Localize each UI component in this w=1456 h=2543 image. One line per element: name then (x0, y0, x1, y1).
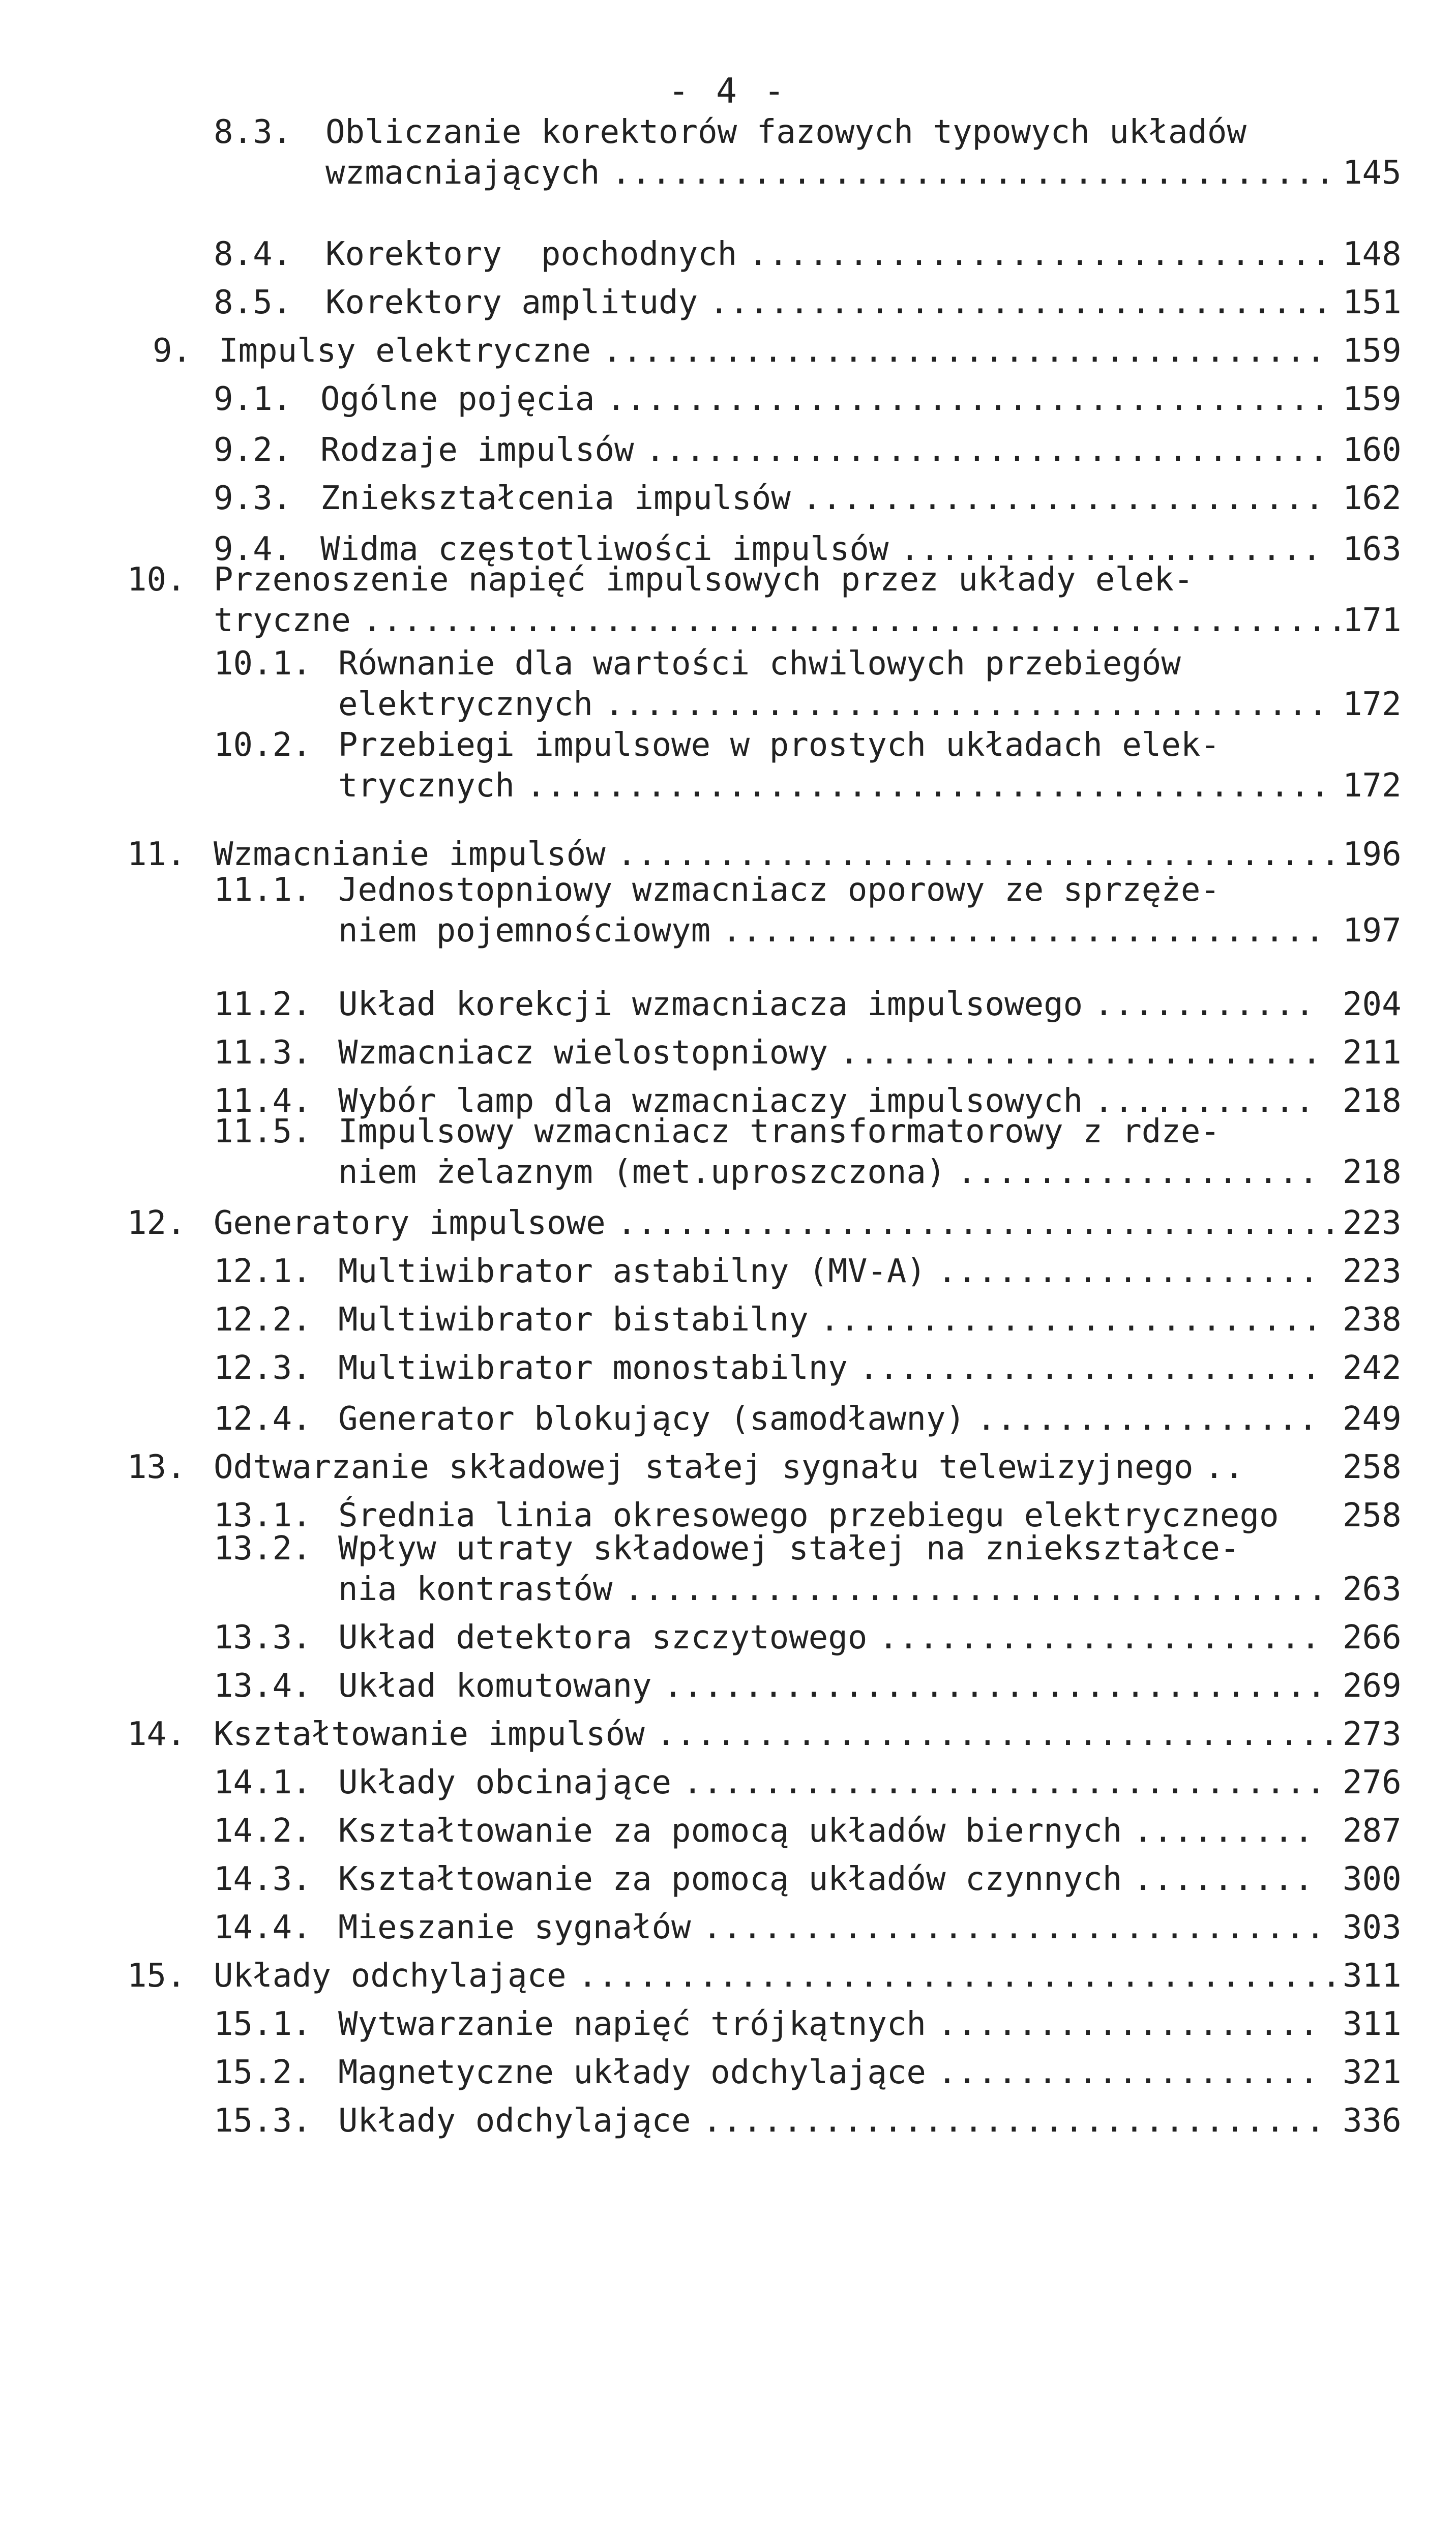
toc-entry (0, 1666, 1456, 1706)
toc-entry-title: Rodzaje impulsów (320, 431, 634, 469)
toc-entry (0, 870, 1456, 951)
toc-entry-number: 13. (127, 1448, 186, 1486)
toc-entry (0, 1251, 1456, 1292)
toc-entry (0, 1348, 1456, 1388)
toc-entry-page: 218 (1343, 1082, 1402, 1120)
toc-entry-title: Zniekształcenia impulsów (320, 480, 791, 517)
toc-entry-title-continuation: tryczne (214, 602, 351, 639)
toc-leader-dots: ......... (1133, 1812, 1314, 1850)
toc-entry-page: 197 (1343, 912, 1402, 950)
toc-leader-dots: .......................... (802, 480, 1325, 517)
toc-entry-page: 269 (1343, 1667, 1402, 1705)
toc-entry-number: 8.4. (214, 235, 292, 273)
toc-entry-number: 15.1. (214, 2005, 312, 2043)
toc-entry-number: 11.4. (214, 1082, 312, 1120)
toc-leader-dots: ...................................... (578, 1957, 1342, 1995)
toc-entry-page: 300 (1343, 1860, 1402, 1898)
toc-leader-dots: ................................. (663, 1667, 1327, 1705)
toc-entry-title: Multiwibrator bistabilny (338, 1301, 809, 1339)
toc-entry-page: 172 (1343, 767, 1402, 805)
toc-entry (0, 1299, 1456, 1340)
toc-entry (0, 1528, 1456, 1610)
toc-entry-title-continuation: niem żelaznym (met.uproszczona) (338, 1154, 946, 1191)
toc-entry-page: 258 (1343, 1448, 1402, 1486)
toc-entry-page: 336 (1343, 2102, 1402, 2140)
toc-entry-title: Multiwibrator astabilny (MV-A) (338, 1253, 926, 1290)
toc-entry-number: 11.5. (214, 1113, 312, 1150)
toc-leader-dots: ........... (1094, 986, 1315, 1023)
toc-entry-title-continuation: nia kontrastów (338, 1571, 613, 1608)
toc-entry-number: 10.1. (214, 645, 312, 683)
toc-entry-title: Jednostopniowy wzmacniacz oporowy ze sprzęże- (338, 871, 1220, 909)
toc-entry (0, 2101, 1456, 2141)
toc-entry-number: 14. (127, 1716, 186, 1753)
toc-leader-dots: .................................... (606, 380, 1330, 418)
toc-leader-dots: .................................. (656, 1716, 1340, 1753)
toc-entry-title: Kształtowanie impulsów (214, 1716, 645, 1753)
toc-entry-number: 10.2. (214, 726, 312, 764)
toc-entry-title: Kształtowanie za pomocą układów czynnych (338, 1860, 1122, 1898)
toc-entry-title: Układ detektora szczytowego (338, 1619, 868, 1657)
toc-entry-title: Korektory amplitudy (325, 284, 698, 321)
toc-leader-dots: ................................ (682, 1764, 1326, 1801)
toc-entry-number: 9.4. (214, 530, 292, 568)
toc-entry-title-continuation: wzmacniających (325, 154, 600, 192)
toc-entry (0, 1032, 1456, 1073)
toc-entry-page: 196 (1343, 836, 1402, 873)
toc-entry (0, 1907, 1456, 1948)
toc-entry-number: 12.2. (214, 1301, 312, 1339)
toc-entry-number: 9.2. (214, 431, 292, 469)
toc-entry-number: 9.1. (214, 380, 292, 418)
toc-entry-number: 11.2. (214, 986, 312, 1023)
toc-entry-page: 263 (1343, 1571, 1402, 1608)
toc-entry-page: 266 (1343, 1619, 1402, 1657)
toc-entry-title: Odtwarzanie składowej stałej sygnału telewizyjnego (214, 1448, 1194, 1486)
toc-entry (0, 834, 1456, 875)
toc-leader-dots: ........... (1094, 1082, 1315, 1120)
toc-entry (0, 234, 1456, 275)
toc-entry-number: 15. (127, 1957, 186, 1995)
toc-leader-dots: ................. (976, 1400, 1319, 1438)
toc-entry (0, 2004, 1456, 2045)
toc-leader-dots: ....................... (859, 1349, 1322, 1387)
toc-leader-dots: .................................... (602, 332, 1326, 370)
toc-entry-title-continuation: elektrycznych (338, 686, 593, 723)
toc-leader-dots: ................... (937, 2005, 1320, 2043)
toc-entry-title: Wpływ utraty składowej stałej na zniekształce- (338, 1530, 1240, 1568)
toc-entry-title: Układ komutowany (338, 1667, 652, 1705)
toc-entry-page: 311 (1343, 2005, 1402, 2043)
toc-entry-page: 287 (1343, 1812, 1402, 1850)
toc-entry-title: Przebiegi impulsowe w prostych układach elek- (338, 726, 1220, 764)
toc-entry-title-continuation: niem pojemnościowym (338, 912, 711, 950)
toc-entry-page: 159 (1343, 380, 1402, 418)
toc-entry (0, 282, 1456, 323)
toc-entry-number: 12.1. (214, 1253, 312, 1290)
toc-entry (0, 1447, 1456, 1488)
toc-leader-dots: .................. (957, 1154, 1319, 1191)
toc-entry-number: 14.1. (214, 1764, 312, 1801)
toc-leader-dots: .................................... (617, 1204, 1341, 1242)
toc-entry-page: 145 (1343, 154, 1402, 192)
toc-entry-page: 211 (1343, 1034, 1402, 1072)
toc-entry-number: 8.5. (214, 284, 292, 321)
toc-entry-number: 10. (127, 561, 186, 599)
toc-entry-page: 172 (1343, 686, 1402, 723)
toc-entry-title: Ogólne pojęcia (320, 380, 595, 418)
toc-leader-dots: .................................... (604, 686, 1328, 723)
toc-entry (0, 1714, 1456, 1755)
toc-leader-dots: ............................... (709, 284, 1333, 321)
toc-entry-number: 14.3. (214, 1860, 312, 1898)
toc-leader-dots: ........................................ (526, 767, 1330, 805)
toc-entry-number: 13.2. (214, 1530, 312, 1568)
toc-leader-dots: ............................. (748, 235, 1331, 273)
toc-entry (0, 379, 1456, 420)
toc-entry-page: 276 (1343, 1764, 1402, 1801)
toc-entry-title: Średnia linia okresowego przebiegu elektrycznego (338, 1497, 1279, 1534)
toc-entry-page: 238 (1343, 1301, 1402, 1339)
toc-entry (0, 1203, 1456, 1244)
toc-entry-page: 163 (1343, 530, 1402, 568)
toc-entry-page: 151 (1343, 284, 1402, 321)
toc-entry-page: 159 (1343, 332, 1402, 370)
toc-entry-page: 321 (1343, 2054, 1402, 2091)
toc-entry-title: Impulsy elektryczne (219, 332, 591, 370)
toc-entry-title: Multiwibrator monostabilny (338, 1349, 848, 1387)
toc-entry-title: Widma częstotliwości impulsów (320, 530, 889, 568)
toc-entry-title: Układ korekcji wzmacniacza impulsowego (338, 986, 1083, 1023)
toc-leader-dots: .................................. (645, 431, 1329, 469)
toc-entry-page: 311 (1343, 1957, 1402, 1995)
toc-entry-number: 15.3. (214, 2102, 312, 2140)
toc-entry-page: 148 (1343, 235, 1402, 273)
toc-entry-title: Wytwarzanie napięć trójkątnych (338, 2005, 926, 2043)
toc-entry-page: 258 (1343, 1497, 1402, 1534)
toc-entry-title: Obliczanie korektorów fazowych typowych układów (325, 113, 1246, 151)
toc-leader-dots: ................................................. (362, 602, 1348, 639)
toc-entry-number: 13.4. (214, 1667, 312, 1705)
toc-entry (0, 112, 1456, 193)
toc-entry-title: Magnetyczne układy odchylające (338, 2054, 926, 2091)
toc-entry (0, 1399, 1456, 1439)
toc-entry (0, 1617, 1456, 1658)
page-number: - 4 - (668, 71, 788, 111)
toc-entry-number: 15.2. (214, 2054, 312, 2091)
toc-entry (0, 478, 1456, 519)
toc-leader-dots: ................... (937, 1253, 1320, 1290)
toc-leader-dots: ................................... (624, 1571, 1328, 1608)
toc-entry-page: 160 (1343, 431, 1402, 469)
toc-entry-title: Wybór lamp dla wzmacniaczy impulsowych (338, 1082, 1083, 1120)
toc-entry (0, 430, 1456, 470)
toc-entry-page: 242 (1343, 1349, 1402, 1387)
toc-entry-number: 8.3. (214, 113, 292, 151)
toc-leader-dots: ...................... (878, 1619, 1321, 1657)
toc-entry-title: Mieszanie sygnałów (338, 1909, 691, 1946)
toc-entry (0, 1762, 1456, 1803)
toc-entry (0, 1111, 1456, 1193)
toc-leader-dots: .................................... (617, 836, 1341, 873)
toc-entry-number: 9.3. (214, 480, 292, 517)
toc-entry (0, 1811, 1456, 1851)
toc-entry-number: 13.3. (214, 1619, 312, 1657)
toc-leader-dots: ........................ (839, 1034, 1322, 1072)
toc-leader-dots: ................... (937, 2054, 1320, 2091)
toc-entry-number: 9. (153, 332, 192, 370)
toc-entry-number: 11. (127, 836, 186, 873)
toc-leader-dots: .................................... (611, 154, 1335, 192)
toc-entry-title: Układy odchylające (214, 1957, 567, 1995)
toc-entry-title: Wzmacniacz wielostopniowy (338, 1034, 828, 1072)
toc-entry-page: 303 (1343, 1909, 1402, 1946)
toc-leader-dots: ..................... (900, 530, 1322, 568)
toc-entry (0, 2052, 1456, 2093)
toc-entry-page: 204 (1343, 986, 1402, 1023)
toc-entry-number: 12.3. (214, 1349, 312, 1387)
toc-entry (0, 1956, 1456, 1996)
toc-leader-dots: ......................... (820, 1301, 1323, 1339)
toc-entry-title: Generator blokujący (samodławny) (338, 1400, 965, 1438)
toc-entry (0, 331, 1456, 371)
toc-entry-number: 14.2. (214, 1812, 312, 1850)
toc-entry (0, 643, 1456, 725)
toc-entry (0, 984, 1456, 1025)
toc-entry-title: Impulsowy wzmacniacz transformatorowy z rdze- (338, 1113, 1220, 1150)
toc-entry-title: Równanie dla wartości chwilowych przebiegów (338, 645, 1181, 683)
toc-entry (0, 725, 1456, 806)
toc-leader-dots: ............................... (702, 2102, 1326, 2140)
toc-entry-number: 12.4. (214, 1400, 312, 1438)
toc-entry (0, 1859, 1456, 1900)
toc-entry-title: Wzmacnianie impulsów (214, 836, 606, 873)
toc-leader-dots: .............................. (722, 912, 1325, 950)
toc-entry-page: 171 (1343, 602, 1402, 639)
toc-entry-page: 223 (1343, 1253, 1402, 1290)
toc-entry-title: Przenoszenie napięć impulsowych przez układy elek- (214, 561, 1194, 599)
toc-entry-title: Kształtowanie za pomocą układów biernych (338, 1812, 1122, 1850)
toc-entry-page: 162 (1343, 480, 1402, 517)
toc-entry-number: 12. (127, 1204, 186, 1242)
toc-entry-title: Układy odchylające (338, 2102, 691, 2140)
toc-entry-title: Układy obcinające (338, 1764, 672, 1801)
toc-entry-number: 14.4. (214, 1909, 312, 1946)
toc-entry-title-continuation: trycznych (338, 767, 515, 805)
toc-entry-page: 273 (1343, 1716, 1402, 1753)
toc-leader-dots: .. (1204, 1448, 1245, 1486)
toc-entry-page: 223 (1343, 1204, 1402, 1242)
toc-entry (0, 559, 1456, 641)
toc-entry-page: 249 (1343, 1400, 1402, 1438)
toc-leader-dots: ......... (1133, 1860, 1314, 1898)
toc-leader-dots: ............................... (702, 1909, 1326, 1946)
toc-entry-number: 11.3. (214, 1034, 312, 1072)
toc-entry-number: 13.1. (214, 1497, 312, 1534)
toc-entry-number: 11.1. (214, 871, 312, 909)
toc-entry-title: Generatory impulsowe (214, 1204, 606, 1242)
toc-entry-page: 218 (1343, 1154, 1402, 1191)
toc-entry-title: Korektory pochodnych (325, 235, 737, 273)
